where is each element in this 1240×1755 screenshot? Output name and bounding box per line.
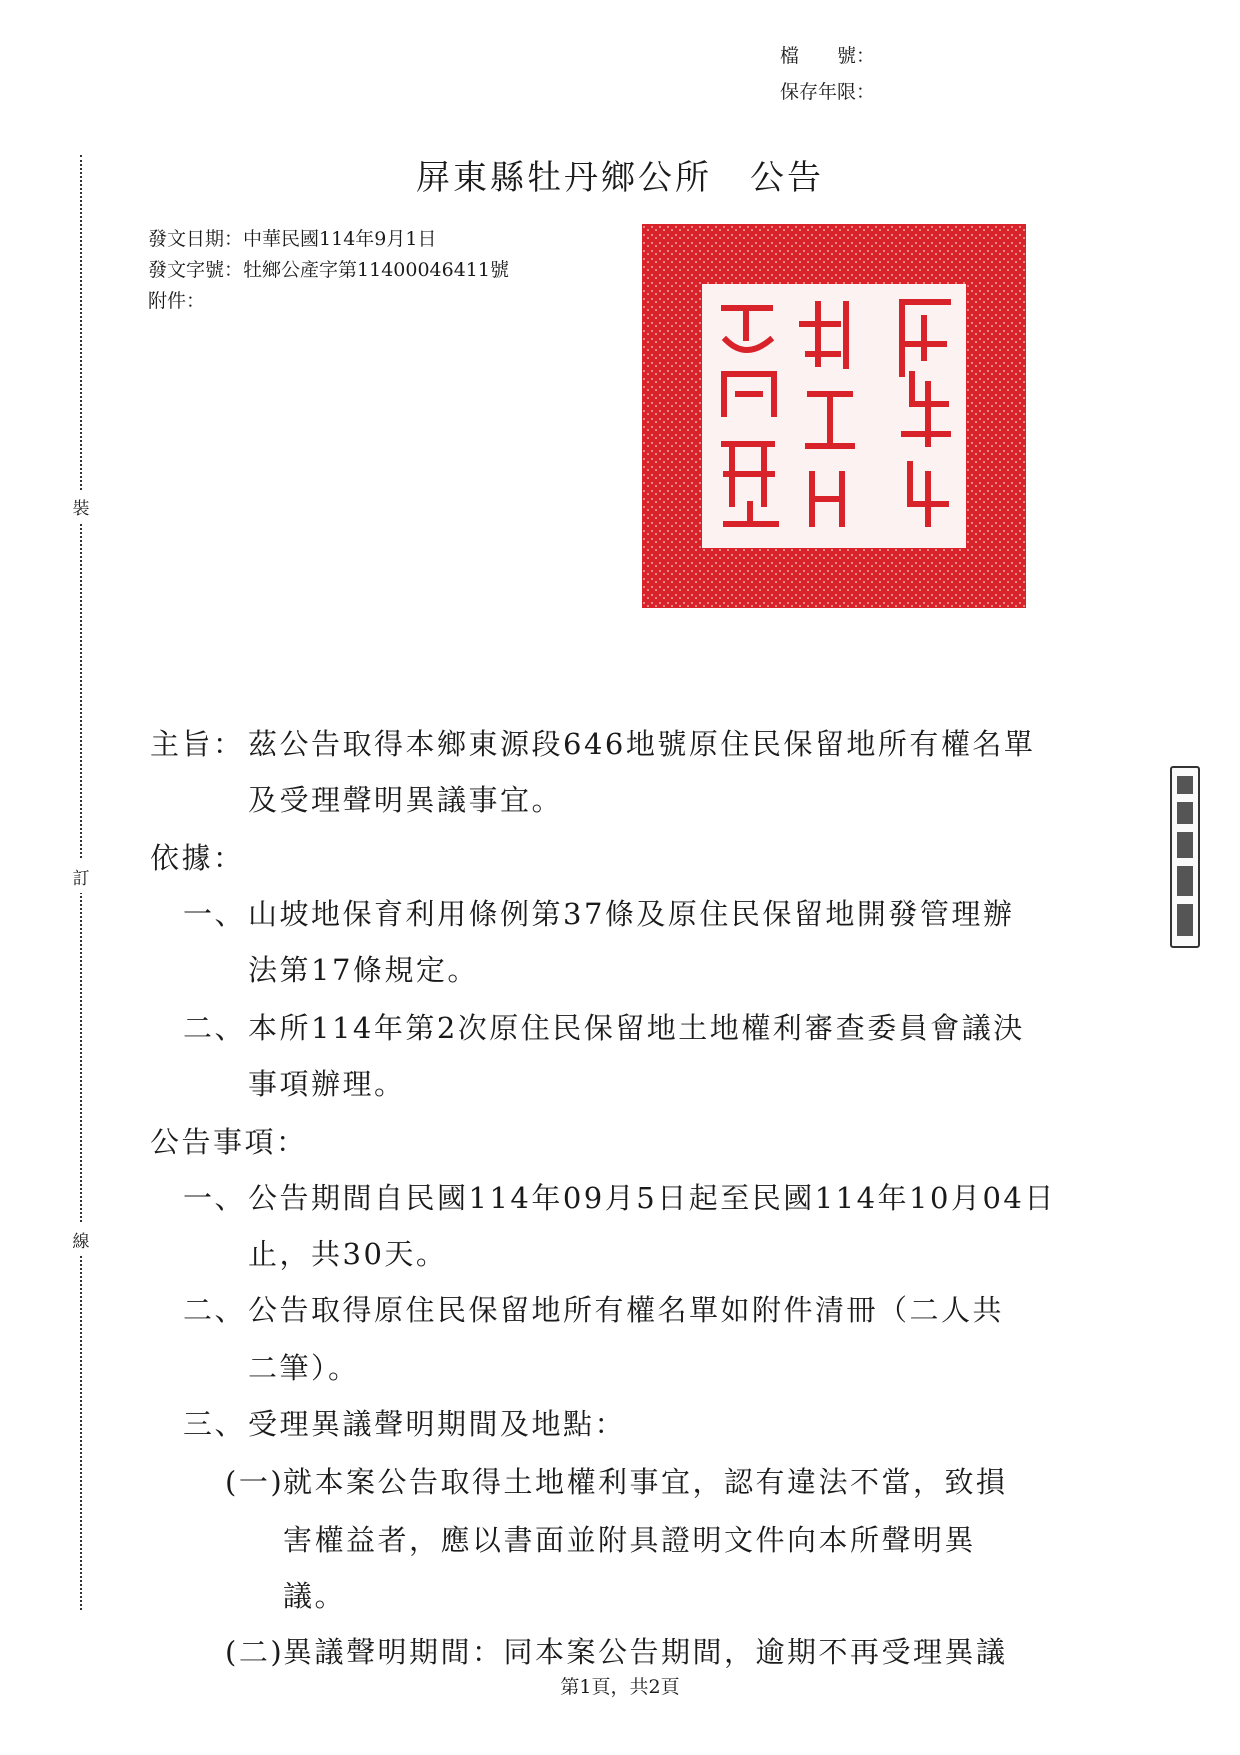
subject-label: 主旨：: [150, 727, 245, 761]
file-info: [780, 38, 875, 110]
reference-label: 發文字號：: [148, 259, 244, 281]
page-title: [0, 150, 1240, 199]
sub-item-1-number: (一): [225, 1465, 285, 1499]
reference-number: [148, 255, 509, 286]
binding-char-zhuang: 裝: [68, 490, 94, 523]
basis-1-line-2: 法第17條規定。: [248, 953, 479, 987]
issue-date-value: 中華民國114年9月1日: [243, 228, 437, 250]
document-meta: [148, 224, 509, 317]
sub-item-1-line-3: 議。: [283, 1579, 347, 1613]
issue-date: [148, 224, 509, 255]
reference-value: 牡鄉公產字第11400046411號: [243, 259, 509, 281]
item-1-line-2: 止，共30天。: [248, 1237, 448, 1271]
edge-stamp: [1170, 766, 1200, 948]
item-3-line-1: 受理異議聲明期間及地點：: [248, 1407, 627, 1441]
sub-item-2-number: (二): [225, 1635, 285, 1669]
sub-item-2-line-1: 異議聲明期間：同本案公告期間，逾期不再受理異議: [283, 1635, 1008, 1669]
subject-line-1: 茲公告取得本鄉東源段646地號原住民保留地所有權名單: [248, 727, 1036, 761]
retention-period-label: 保存年限：: [780, 81, 876, 103]
basis-label: 依據：: [150, 841, 245, 875]
attachment-label: 附件：: [148, 290, 206, 312]
item-3-number: 三、: [183, 1407, 247, 1441]
attachment: [148, 286, 509, 317]
basis-2-number: 二、: [183, 1011, 247, 1045]
official-seal: [642, 224, 1026, 608]
item-2-line-2: 二筆）。: [248, 1351, 360, 1385]
item-2-number: 二、: [183, 1293, 247, 1327]
basis-1-number: 一、: [183, 897, 247, 931]
basis-2-line-2: 事項辦理。: [248, 1067, 406, 1101]
sub-item-1-line-2: 害權益者，應以書面並附具證明文件向本所聲明異: [283, 1523, 977, 1557]
binding-char-xian: 線: [68, 1223, 94, 1256]
sub-item-1-line-1: 就本案公告取得土地權利事宜，認有違法不當，致損: [283, 1465, 1008, 1499]
title-doc-type: 公告: [750, 158, 824, 198]
basis-2-line-1: 本所114年第2次原住民保留地土地權利審查委員會議決: [248, 1011, 1025, 1045]
title-org: 屏東縣牡丹鄉公所: [416, 158, 712, 198]
subject-line-2: 及受理聲明異議事宜。: [248, 783, 564, 817]
file-number-label: 檔 號：: [780, 45, 876, 67]
item-2-line-1: 公告取得原住民保留地所有權名單如附件清冊（二人共: [248, 1293, 1005, 1327]
issue-date-label: 發文日期：: [148, 228, 244, 250]
items-label: 公告事項：: [150, 1125, 308, 1159]
binding-char-ding: 訂: [68, 860, 94, 893]
item-1-number: 一、: [183, 1181, 247, 1215]
basis-1-line-1: 山坡地保育利用條例第37條及原住民保留地開發管理辦: [248, 897, 1015, 931]
item-1-line-1: 公告期間自民國114年09月5日起至民國114年10月04日: [248, 1181, 1056, 1215]
page-number: 第1頁，共2頁: [560, 1676, 680, 1698]
